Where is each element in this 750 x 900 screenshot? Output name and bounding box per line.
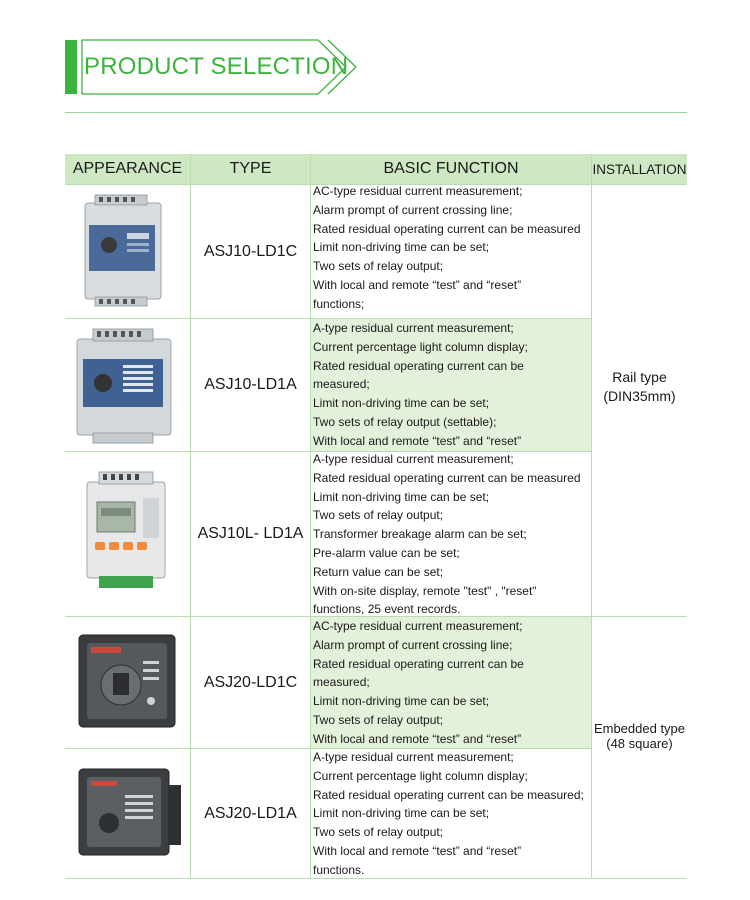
product-type: ASJ20-LD1C xyxy=(203,673,298,691)
function-item: AC-type residual current measurement; xyxy=(313,619,523,633)
din-rail-device-icon xyxy=(65,185,190,318)
installation-label: Rail type xyxy=(612,369,667,385)
lcd-din-device-icon xyxy=(65,452,190,616)
din-rail-device-icon xyxy=(65,319,190,451)
function-item: A-type residual current measurement; xyxy=(313,452,514,466)
panel-device-icon xyxy=(65,749,190,878)
product-type: ASJ20-LD1A xyxy=(204,804,297,822)
header-type: TYPE xyxy=(191,154,310,184)
product-image-cell xyxy=(65,749,190,878)
function-item: functions; xyxy=(313,296,365,311)
divider xyxy=(65,112,687,113)
function-item: Current percentage light column display; xyxy=(313,339,528,354)
function-item: Two sets of relay output; xyxy=(313,508,444,523)
function-item: Limit non-driving time can be set; xyxy=(313,240,490,255)
product-type: ASJ10-LD1C xyxy=(203,242,298,260)
installation-detail: (48 square) xyxy=(606,736,673,751)
header-appearance: APPEARANCE xyxy=(65,154,190,184)
product-image-cell xyxy=(65,185,190,318)
product-type: ASJ10L- LD1A xyxy=(197,525,304,542)
function-item: AC-type residual current measurement; xyxy=(313,184,523,198)
installation-embedded xyxy=(587,721,692,751)
function-list xyxy=(311,748,591,878)
function-item: With on-site display, remote "test" , "reset" xyxy=(313,583,537,598)
function-list xyxy=(311,450,591,616)
installation-label: Embedded type xyxy=(593,721,686,736)
function-item: With local and remote “test” and “reset” xyxy=(313,277,522,292)
function-item: Limit non-driving time can be set; xyxy=(313,396,490,411)
function-item: Rated residual operating current can be xyxy=(313,358,524,373)
installation-detail: (DIN35mm) xyxy=(603,388,676,404)
function-item: Two sets of relay output (settable); xyxy=(313,414,497,429)
function-item: Rated residual operating current can be measured; xyxy=(313,787,584,802)
function-list xyxy=(311,182,591,318)
product-image-cell xyxy=(65,319,190,451)
product-image-cell xyxy=(65,617,190,748)
function-list xyxy=(311,617,591,748)
function-item: Pre-alarm value can be set; xyxy=(313,545,460,560)
function-list xyxy=(311,319,591,451)
function-item: Two sets of relay output; xyxy=(313,259,444,274)
function-item: Two sets of relay output; xyxy=(313,712,444,727)
function-item: Rated residual operating current can be measured xyxy=(313,470,581,485)
grid-line xyxy=(591,154,592,878)
function-item: Return value can be set; xyxy=(313,564,444,579)
function-item: With local and remote “test” and “reset” xyxy=(313,843,522,858)
function-item: Rated residual operating current can be measured xyxy=(313,221,581,236)
function-item: Limit non-driving time can be set; xyxy=(313,489,490,504)
installation-rail xyxy=(592,368,687,406)
function-item: functions, 25 event records. xyxy=(313,602,461,617)
function-item: Current percentage light column display; xyxy=(313,768,528,783)
function-item: Rated residual operating current can be xyxy=(313,656,524,671)
function-item: measured; xyxy=(313,377,370,392)
product-image-cell xyxy=(65,452,190,616)
function-item: A-type residual current measurement; xyxy=(313,750,514,764)
function-item: Limit non-driving time can be set; xyxy=(313,694,490,709)
function-item: measured; xyxy=(313,675,370,690)
function-item: Alarm prompt of current crossing line; xyxy=(313,202,513,217)
panel-device-icon xyxy=(65,617,190,748)
function-item: Limit non-driving time can be set; xyxy=(313,806,490,821)
header-installation: INSTALLATION xyxy=(592,154,687,184)
function-item: Alarm prompt of current crossing line; xyxy=(313,637,513,652)
function-item: Transformer breakage alarm can be set; xyxy=(313,527,527,542)
page-title: PRODUCT SELECTION xyxy=(84,53,349,80)
section-banner xyxy=(0,0,750,120)
function-item: Two sets of relay output; xyxy=(313,825,444,840)
function-item: A-type residual current measurement; xyxy=(313,321,514,335)
function-item: functions. xyxy=(313,862,365,877)
function-item: With local and remote “test” and “reset” xyxy=(313,433,522,448)
header-basic-function: BASIC FUNCTION xyxy=(311,154,591,184)
function-item: With local and remote “test” and “reset” xyxy=(313,731,522,746)
product-type: ASJ10-LD1A xyxy=(204,376,297,393)
